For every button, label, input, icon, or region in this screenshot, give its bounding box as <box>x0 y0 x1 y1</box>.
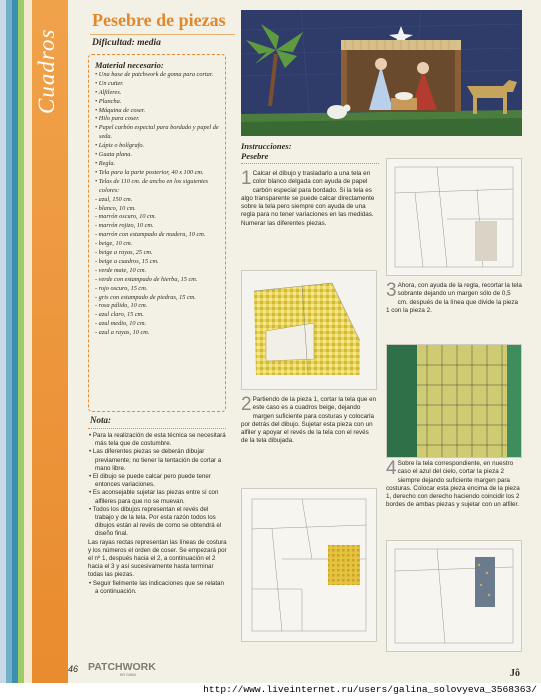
step-4-photo <box>386 540 522 652</box>
step-number: 3 <box>386 280 397 301</box>
nativity-quilt-photo <box>241 10 522 136</box>
material-item: • Una base de patchwork de goma para cortar. <box>95 70 214 78</box>
magazine-logo: PATCHWORK <box>88 661 156 673</box>
page-edge-strip <box>24 0 32 700</box>
note-heading: Nota: <box>90 415 111 425</box>
step-number: 1 <box>241 168 252 189</box>
material-item: - marrón con estampado de madera, 10 cm. <box>95 231 206 239</box>
title-divider <box>90 34 235 35</box>
material-item: - blanco, 10 cm. <box>95 204 136 212</box>
source-url: http://www.liveinternet.ru/users/galina_solovyeva_3568363/ <box>203 684 537 695</box>
note-paragraph: • Seguir fielmente las indicaciones que se relatan a continuación. <box>89 579 224 595</box>
nativity-quilt-illustration <box>241 10 522 136</box>
material-item: - beige a rayas, 25 cm. <box>95 249 153 257</box>
material-item: • Plancha. <box>95 97 122 105</box>
instructions-heading <box>241 141 292 161</box>
material-item: - azul a rayas, 10 cm. <box>95 329 150 337</box>
material-item: • Lápiz o bolígrafo. <box>95 142 145 150</box>
step-4 <box>386 460 522 510</box>
step-text: Sobre la tela correspondiente, en nuestro caso el azul del cielo, cortar la pieza 2 siempre dejando suficiente margen para costuras. Colocar esta pieza encima de la pieza 1, derecho con derecho haciendo coincidir los 2 bordes de ambas piezas y sujetar con un alfiler. <box>386 460 520 509</box>
material-item: - verde mate, 10 cm. <box>95 266 147 274</box>
material-item: • Telas de 110 cm. de ancho en los siguientes colores: <box>95 177 209 194</box>
checked-fabric-photo <box>242 271 376 389</box>
step-number: 2 <box>241 394 252 415</box>
material-item: • Tela para la parte posterior, 40 x 100 cm. <box>95 168 204 176</box>
material-item: • Papel carbón especial para bordado y papel de seda. <box>95 124 219 141</box>
material-item: - marrón rojizo, 10 cm. <box>95 222 154 230</box>
instructions-divider <box>241 163 379 164</box>
material-item: - rosa pálido, 10 cm. <box>95 302 148 310</box>
material-item: • Regla. <box>95 159 116 167</box>
step-2-photo <box>241 270 377 390</box>
material-item: - gris con estampado de piedras, 15 cm. <box>95 293 196 301</box>
materials-list <box>95 71 219 338</box>
material-item: • Un cutter. <box>95 79 124 87</box>
materials-box <box>88 54 226 412</box>
step-2-pattern-photo <box>241 488 377 642</box>
note-paragraph: • Para la realización de esta técnica se necesitará más tela que de costumbre. <box>89 432 226 448</box>
page-title: Pesebre de piezas <box>92 10 226 30</box>
step-text: Ahora, con ayuda de la regla, recortar la tela sobrante dejando un margen sólo de 0,5 cm. después de la línea que divide la pieza 1 con la pieza 2. <box>386 282 522 314</box>
step-3-photo <box>386 344 522 458</box>
page-number: 46 <box>68 664 79 674</box>
step-3 <box>386 282 522 315</box>
material-item: - beige a cuadros, 15 cm. <box>95 257 159 265</box>
step-number: 4 <box>386 458 397 479</box>
material-item: - marrón oscuro, 10 cm. <box>95 213 156 221</box>
pattern-sketch <box>242 489 376 641</box>
material-item: • Guata plana. <box>95 151 133 159</box>
section-tab-label: Cuadros <box>34 28 59 114</box>
difficulty-label: Dificultad: media <box>92 38 161 48</box>
step-text: Calcar el dibujo y trasladarlo a una tela en color blanco delgada con ayuda de papel carbón especial para bordado. Si la tela es algo transparente se puede calcar directamente sobre la tela pero siempre con ayuda de una regla para no tener variaciones en las medidas. Numerar las diferentes piezas. <box>241 170 375 227</box>
material-item: • Alfileres. <box>95 88 122 96</box>
material-item: - verde con estampado de hierba, 15 cm. <box>95 275 198 283</box>
step-1-photo <box>386 158 522 276</box>
note-body <box>88 432 228 596</box>
note-paragraph: • El dibujo se puede calcar pero puede tener entonces variaciones. <box>89 473 211 489</box>
note-paragraph: Las rayas rectas representan las líneas de costura y los números el orden de coser. Se empezará por el nº 1, después hacia el 2, a continuación el 2 hacia el 3 y así sucesivamente hasta terminar todas las piezas. <box>88 538 227 579</box>
step-text: Partiendo de la pieza 1, cortar la tela que en este caso es a cuadros beige, dejando margen suficiente para costuras y colocarla por detrás del dibujo. Sujetar esta pieza con un alfiler y apoyar el revés de la tela con el revés de la tela dibujada. <box>241 396 377 445</box>
material-item: - azul, 150 cm. <box>95 195 133 203</box>
uploader-signature: Jô <box>510 668 520 679</box>
section-tab <box>32 0 68 700</box>
traced-pattern-photo <box>387 159 521 275</box>
material-item: • Hilo para coser. <box>95 115 140 123</box>
note-paragraph: • Es aconsejable sujetar las piezas entre sí con alfileres para que no se muevan. <box>89 489 219 505</box>
material-item: - azul medio, 10 cm. <box>95 320 147 328</box>
material-item: - rojo oscuro, 15 cm. <box>95 284 148 292</box>
note-paragraph: • Todos los dibujos representan el revés del trabajo y de la tela. Por esta razón todos los dibujos están al revés de como se obtendrá el diseño final. <box>89 505 222 538</box>
materials-heading: Material necesario: <box>95 60 164 70</box>
blue-fabric-pinned-photo <box>387 541 521 651</box>
instructions-heading-text: Instrucciones: <box>241 141 292 151</box>
material-item: - azul claro, 15 cm. <box>95 311 144 319</box>
instructions-subheading: Pesebre <box>241 151 269 161</box>
step-1 <box>241 170 377 228</box>
material-item: - beige, 10 cm. <box>95 240 133 248</box>
note-paragraph: • Las diferentes piezas se deberán dibujar previamente; no tiener la tentación de cortar a mano libre. <box>89 448 222 472</box>
material-item: • Máquina de coser. <box>95 106 146 114</box>
step-2 <box>241 396 377 446</box>
ruler-cutting-photo <box>387 345 521 457</box>
magazine-logo-subtitle: en casa <box>120 672 136 677</box>
note-divider <box>88 428 226 429</box>
